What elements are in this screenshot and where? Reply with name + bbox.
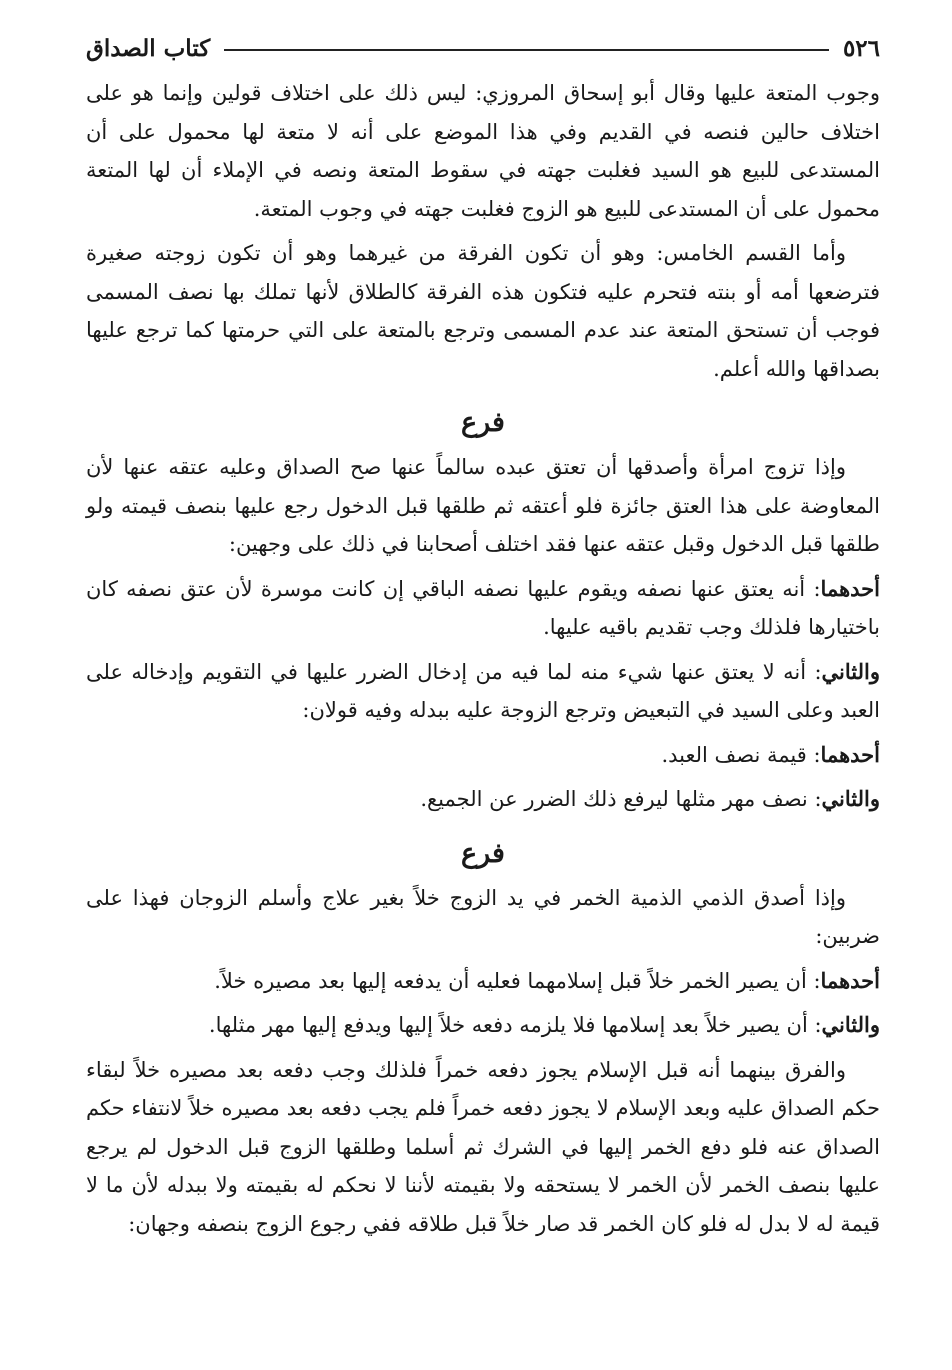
header-rule xyxy=(224,49,829,51)
paragraph xyxy=(86,736,880,775)
item-label: والثاني xyxy=(821,786,880,811)
running-title: كتاب الصداق xyxy=(86,34,211,62)
page-body xyxy=(86,74,880,1243)
paragraph: والفرق بينهما أنه قبل الإسلام يجوز دفعه خمراً فلذلك وجب دفعه بعد مصيره خلاً لبقاء حكم الصداق عليه وبعد الإسلام لا يجوز دفعه خمراً فلم يجب دفعه بعد مصيره خلاً لانتفاء حكم الصداق عنه فلو دفع الخمر إليها في الشرك ثم أسلما وطلقها الزوج قبل الدخول لم يرجع عليها بنصف الخمر لأن الخمر لا يستحقه ولا بقيمته لأننا لا نحكم له بقيمته ولا ببدله لأن ما لا قيمة له لا بدل له فلو كان الخمر قد صار خلاً قبل طلاقه ففي رجوع الزوج بنصفه وجهان: xyxy=(86,1057,880,1236)
item-label: والثاني xyxy=(821,658,880,684)
paragraph xyxy=(86,653,880,730)
paragraph: وإذا أصدق الذمي الذمية الخمر في يد الزوج خلاً بغير علاج وأسلم الزوجان فهذا على ضربين: xyxy=(86,885,880,948)
section-heading: فرع xyxy=(461,407,505,438)
item-text: : أن يصير خلاً بعد إسلامها فلا يلزمه دفعه خلاً إليها ويدفع إليها مهر مثلها. xyxy=(208,1013,822,1037)
paragraph xyxy=(86,1006,880,1045)
item-text: : نصف مهر مثلها ليرفع ذلك الضرر عن الجميع. xyxy=(420,787,822,811)
paragraph: وإذا تزوج امرأة وأصدقها أن تعتق عبده سالماً عنها صح الصداق وعليه عتقه عنها لأن المعاوضة على هذا العتق جائزة فلو أعتقه ثم طلقها قبل الدخول رجع عليها بنصف قيمته ولو طلقها قبل الدخول وقبل عتقه عنها فقد اختلف أصحابنا في ذلك على وجهين: xyxy=(86,455,880,556)
paragraph: وأما القسم الخامس: وهو أن تكون الفرقة من غيرهما وهو أن تكون زوجته صغيرة فترضعها أمه أو بنته فتحرم عليه فتكون هذه الفرقة كالطلاق لأنها تملك بها نصف المسمى فوجب أن تستحق المتعة عند عدم المسمى وترجع بالمتعة على التي حرمتها كما ترجع عليها بصداقها والله أعلم. xyxy=(86,241,880,381)
paragraph xyxy=(86,962,880,1001)
section-heading: فرع xyxy=(461,837,505,869)
item-text: : أنه يعتق عنها نصفه ويقوم عليها نصفه الباقي إن كانت موسرة لأن عتق نصفه كان باختيارها فلذلك وجب تقديم باقيه عليها. xyxy=(86,576,880,639)
item-label: أحدهما xyxy=(820,967,880,993)
paragraph xyxy=(86,570,880,647)
item-text: : أن يصير الخمر خلاً قبل إسلامهما فعليه أن يدفعه إليها بعد مصيره خلاً. xyxy=(214,968,821,993)
page-header xyxy=(86,28,880,68)
paragraph: وجوب المتعة عليها وقال أبو إسحاق المروزي: ليس ذلك على اختلاف قولين وإنما هو على اختلاف حالين فنصه في القديم وفي هذا الموضع على أنه لا متعة لها محمول على أن المستدعى للبيع هو السيد فغلبت جهته في سقوط المتعة ونصه في الإملاء أن لها المتعة محمول على أن المستدعى للبيع هو الزوج فغلبت جهته في وجوب المتعة. xyxy=(86,81,880,221)
item-text: : قيمة نصف العبد. xyxy=(661,742,821,767)
item-label: أحدهما xyxy=(820,575,880,601)
item-text: : أنه لا يعتق عنها شيء منه لما فيه من إدخال الضرر عليها في التقويم وإدخاله على العبد وعلى السيد في التبعيض وترجع الزوجة عليه ببدله وفيه قولان: xyxy=(86,659,880,722)
page-number: ٥٢٦ xyxy=(842,34,880,62)
item-label: أحدهما xyxy=(820,741,880,767)
paragraph xyxy=(86,780,880,819)
item-label: والثاني xyxy=(821,1012,880,1037)
